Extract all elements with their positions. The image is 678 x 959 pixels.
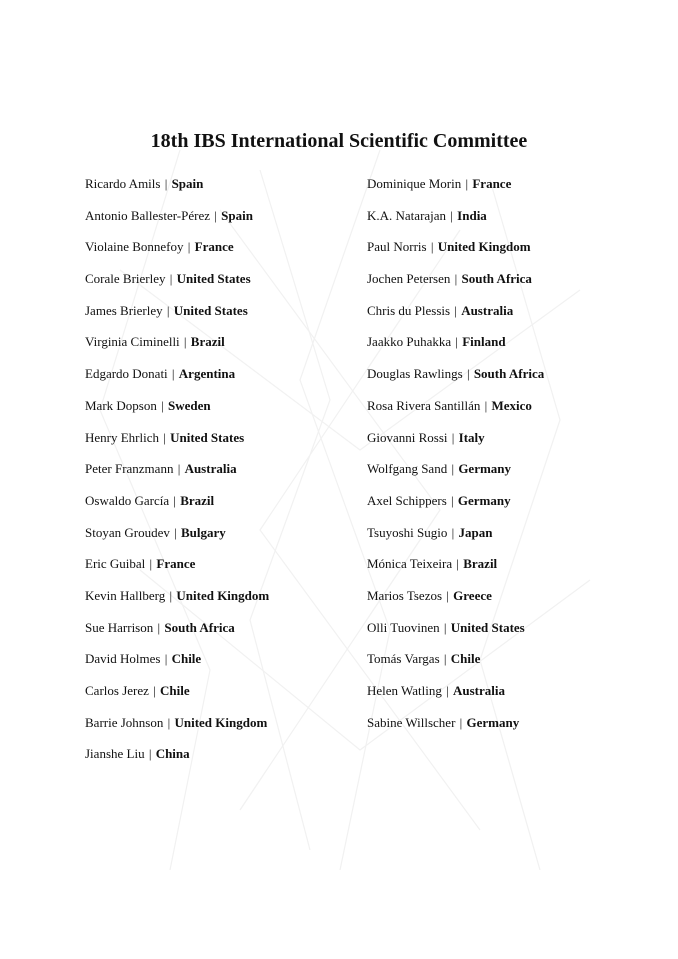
separator: |	[459, 714, 463, 730]
separator: |	[167, 714, 171, 730]
separator: |	[164, 176, 168, 191]
member-name: Sabine Willscher	[367, 714, 456, 730]
member-country: Argentina	[178, 366, 236, 382]
separator: |	[153, 683, 156, 698]
committee-member	[85, 174, 269, 206]
committee-member	[85, 618, 269, 650]
member-country: India	[457, 207, 487, 223]
member-country: Germany	[458, 461, 512, 477]
separator: |	[484, 397, 488, 413]
separator: |	[183, 334, 187, 350]
member-name: Virginia Ciminelli	[85, 334, 180, 350]
page-title: 18th IBS International Scientific Committee	[150, 130, 528, 152]
member-country: Germany	[457, 492, 511, 508]
separator: |	[149, 556, 153, 572]
committee-member	[367, 681, 544, 713]
member-country: Brazil	[463, 556, 498, 572]
separator: |	[451, 429, 455, 445]
committee-member	[367, 459, 544, 491]
member-name: K.A. Natarajan	[367, 207, 447, 223]
member-country: Sweden	[167, 397, 211, 413]
member-country: Spain	[221, 207, 253, 223]
member-name: Corale Brierley	[85, 271, 166, 287]
separator: |	[451, 492, 454, 508]
separator: |	[177, 461, 181, 477]
member-country: Mexico	[491, 397, 532, 413]
committee-member	[367, 206, 544, 238]
committee-member	[367, 523, 544, 555]
separator: |	[443, 619, 447, 635]
member-country: Brazil	[180, 492, 215, 508]
separator: |	[446, 683, 449, 698]
committee-member	[85, 681, 269, 713]
committee-member	[85, 364, 269, 396]
member-country: United Kingdom	[174, 714, 268, 730]
member-name: Edgardo Donati	[85, 366, 168, 382]
member-country: Finland	[462, 334, 506, 350]
member-name: Giovanni Rossi	[367, 429, 448, 445]
committee-member	[85, 206, 269, 238]
committee-member	[367, 586, 544, 618]
member-name: Carlos Jerez	[85, 683, 149, 698]
member-country: Australia	[184, 461, 237, 477]
member-country: Chile	[171, 651, 202, 667]
separator: |	[451, 461, 455, 477]
committee-member	[367, 713, 544, 745]
member-country: Greece	[453, 587, 492, 603]
member-name: Jaakko Puhakka	[367, 334, 452, 350]
member-country: France	[156, 556, 196, 572]
committee-member	[367, 301, 544, 333]
committee-member	[367, 269, 544, 301]
member-country: Japan	[458, 524, 493, 540]
member-name: Chris du Plessis	[367, 302, 451, 318]
member-country: United States	[170, 429, 245, 445]
member-country: Brazil	[190, 334, 225, 350]
member-name: Henry Ehrlich	[85, 429, 160, 445]
committee-member	[367, 428, 544, 460]
committee-member	[367, 237, 544, 269]
member-country: Germany	[466, 714, 520, 730]
member-name: Axel Schippers	[367, 492, 447, 508]
separator: |	[455, 334, 458, 350]
member-name: Olli Tuovinen	[367, 619, 440, 635]
member-name: Eric Guibal	[85, 556, 146, 572]
member-name: Peter Franzmann	[85, 461, 174, 477]
committee-member	[85, 586, 269, 618]
member-country: France	[472, 176, 512, 191]
member-country: United States	[450, 619, 525, 635]
member-country: France	[194, 239, 234, 255]
member-name: David Holmes	[85, 651, 161, 667]
committee-member	[85, 332, 269, 364]
separator: |	[171, 366, 175, 382]
committee-member	[85, 523, 269, 555]
member-country: United States	[176, 271, 251, 287]
member-name: Marios Tsezos	[367, 587, 443, 603]
separator: |	[450, 207, 453, 223]
committee-member	[367, 618, 544, 650]
member-country: Spain	[171, 176, 204, 191]
committee-member	[85, 301, 269, 333]
separator: |	[148, 746, 152, 762]
member-name: Mónica Teixeira	[367, 556, 453, 572]
member-name: Ricardo Amils	[85, 176, 161, 191]
separator: |	[161, 397, 164, 413]
separator: |	[451, 524, 455, 540]
separator: |	[456, 556, 459, 572]
committee-member	[85, 269, 269, 301]
separator: |	[173, 492, 176, 508]
committee-member	[85, 713, 269, 745]
member-country: United States	[173, 302, 248, 318]
committee-member	[367, 174, 544, 206]
member-name: Violaine Bonnefoy	[85, 239, 184, 255]
member-name: Wolfgang Sand	[367, 461, 448, 477]
committee-member	[367, 649, 544, 681]
member-name: Stoyan Groudev	[85, 524, 170, 540]
members-list-left	[85, 174, 269, 776]
committee-member	[85, 554, 269, 586]
members-list-right	[367, 174, 544, 744]
separator: |	[454, 302, 457, 318]
committee-member	[85, 649, 269, 681]
member-name: James Brierley	[85, 302, 163, 318]
committee-member	[85, 396, 269, 428]
separator: |	[164, 651, 168, 667]
committee-member	[367, 491, 544, 523]
committee-member	[85, 744, 269, 776]
separator: |	[169, 271, 173, 287]
member-name: Tomás Vargas	[367, 651, 440, 667]
separator: |	[446, 587, 449, 603]
committee-member	[367, 554, 544, 586]
member-name: Sue Harrison	[85, 619, 154, 635]
member-country: United Kingdom	[437, 239, 531, 255]
member-name: Paul Norris	[367, 239, 427, 255]
member-country: Australia	[453, 683, 505, 698]
member-country: South Africa	[461, 271, 532, 287]
separator: |	[443, 651, 447, 667]
member-name: Dominique Morin	[367, 176, 462, 191]
committee-member	[367, 396, 544, 428]
committee-member	[85, 491, 269, 523]
member-name: Barrie Johnson	[85, 714, 164, 730]
committee-member	[367, 332, 544, 364]
member-name: Douglas Rawlings	[367, 366, 463, 382]
separator: |	[187, 239, 191, 255]
member-country: South Africa	[164, 619, 235, 635]
member-name: Jianshe Liu	[85, 746, 145, 762]
separator: |	[157, 619, 161, 635]
member-country: Australia	[461, 302, 514, 318]
member-country: Chile	[160, 683, 190, 698]
separator: |	[169, 587, 173, 603]
member-country: Italy	[458, 429, 485, 445]
member-name: Tsuyoshi Sugio	[367, 524, 448, 540]
member-country: United Kingdom	[176, 587, 270, 603]
member-country: Chile	[450, 651, 481, 667]
member-country: Bulgary	[180, 524, 226, 540]
member-name: Antonio Ballester-Pérez	[85, 207, 211, 223]
separator: |	[454, 271, 458, 287]
member-country: China	[155, 746, 190, 762]
separator: |	[166, 302, 170, 318]
member-name: Oswaldo García	[85, 492, 170, 508]
member-name: Rosa Rivera Santillán	[367, 397, 481, 413]
separator: |	[430, 239, 434, 255]
member-country: South Africa	[473, 366, 545, 382]
separator: |	[466, 366, 470, 382]
separator: |	[465, 176, 469, 191]
committee-member	[367, 364, 544, 396]
member-name: Mark Dopson	[85, 397, 157, 413]
member-name: Kevin Hallberg	[85, 587, 166, 603]
member-name: Jochen Petersen	[367, 271, 451, 287]
committee-member	[85, 459, 269, 491]
member-name: Helen Watling	[367, 683, 442, 698]
separator: |	[174, 524, 177, 540]
separator: |	[214, 207, 217, 223]
committee-member	[85, 237, 269, 269]
committee-member	[85, 428, 269, 460]
separator: |	[163, 429, 166, 445]
